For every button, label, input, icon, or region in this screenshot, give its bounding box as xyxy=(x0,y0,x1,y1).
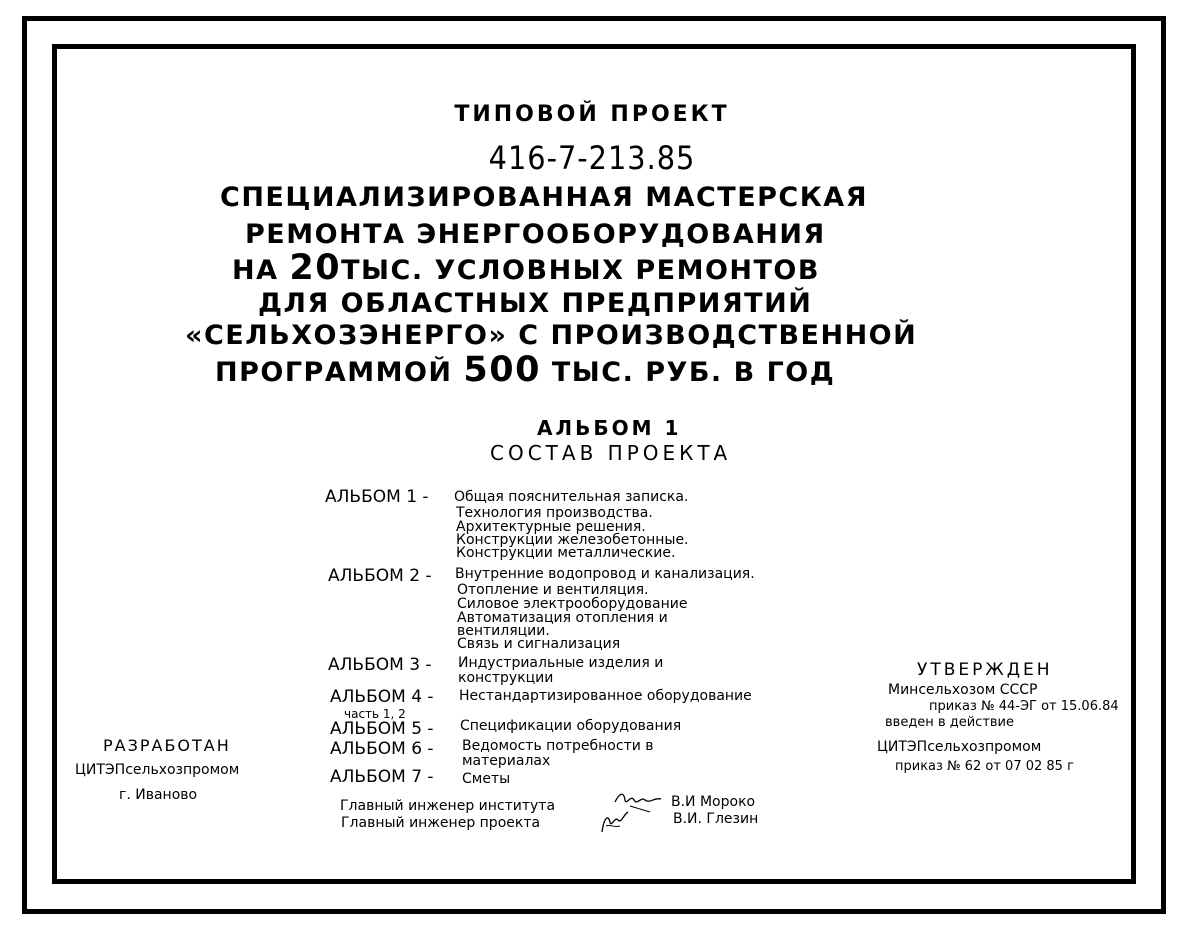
title-line-6-pre: ПРОГРАММОЙ xyxy=(215,357,464,388)
album-3-label: АЛЬБОМ 3 - xyxy=(328,655,432,675)
title-line-6-num: 500 xyxy=(463,350,541,390)
signature-name-2: В.И. Глезин xyxy=(673,811,759,827)
developer-label: РАЗРАБОТАН xyxy=(103,736,231,755)
approval-order-1: приказ № 44-ЭГ от 15.06.84 xyxy=(929,699,1119,714)
title-line-5: «СЕЛЬХОЗЭНЕРГО» С ПРОИЗВОДСТВЕННОЙ xyxy=(185,320,918,351)
approval-enacted: введен в действие xyxy=(885,715,1014,730)
album-7-label: АЛЬБОМ 7 - xyxy=(330,767,434,787)
album-4-item-1: Нестандартизированное оборудование xyxy=(459,688,752,704)
album-4-label: АЛЬБОМ 4 - xyxy=(330,687,434,707)
album-1-item-1: Общая пояснительная записка. xyxy=(454,489,689,505)
album-6-item-1: Ведомость потребности в xyxy=(462,738,654,754)
document-type: ТИПОВОЙ ПРОЕКТ xyxy=(454,102,730,127)
developer-city: г. Иваново xyxy=(119,787,198,803)
album-4-part: часть 1, 2 xyxy=(344,707,406,721)
album-7-item-1: Сметы xyxy=(462,771,511,787)
title-line-3-num: 20 xyxy=(289,248,342,288)
developer-org: ЦИТЭПсельхозпромом xyxy=(75,762,240,778)
album-1-item-4: Конструкции железобетонные. xyxy=(456,532,689,548)
project-number: 416-7-213.85 xyxy=(488,139,696,177)
title-line-1: СПЕЦИАЛИЗИРОВАННАЯ МАСТЕРСКАЯ xyxy=(220,182,868,213)
album-3-item-2: конструкции xyxy=(458,670,554,686)
title-line-3-pre: НА xyxy=(232,255,290,286)
signature-mark-2 xyxy=(598,808,632,836)
album-6-item-2: материалах xyxy=(462,753,551,769)
contents-heading: СОСТАВ ПРОЕКТА xyxy=(490,441,732,465)
album-2-item-1: Внутренние водопровод и канализация. xyxy=(455,566,755,582)
album-5-label: АЛЬБОМ 5 - xyxy=(330,719,434,739)
signature-role-1: Главный инженер института xyxy=(340,798,556,814)
approval-order-2: приказ № 62 от 07 02 85 г xyxy=(895,759,1074,774)
album-1-label: АЛЬБОМ 1 - xyxy=(325,487,429,507)
title-line-4: ДЛЯ ОБЛАСТНЫХ ПРЕДПРИЯТИЙ xyxy=(258,288,813,319)
signature-role-2: Главный инженер проекта xyxy=(341,815,541,831)
album-1-item-2: Технология производства. xyxy=(456,505,653,521)
album-6-label: АЛЬБОМ 6 - xyxy=(330,739,434,759)
title-line-2: РЕМОНТА ЭНЕРГООБОРУДОВАНИЯ xyxy=(245,219,826,250)
title-line-6 xyxy=(215,350,836,390)
signature-name-1: В.И Мороко xyxy=(671,794,756,810)
approval-org: ЦИТЭПсельхозпромом xyxy=(877,739,1042,755)
album-heading: АЛЬБОМ 1 xyxy=(537,416,682,440)
album-3-item-1: Индустриальные изделия и xyxy=(458,655,664,671)
album-2-item-5: вентиляции. xyxy=(457,623,550,639)
approval-by: Минсельхозом СССР xyxy=(888,682,1038,698)
album-2-item-2: Отопление и вентиляция. xyxy=(457,582,649,598)
album-2-item-3: Силовое электрооборудование xyxy=(457,596,688,612)
album-2-item-6: Связь и сигнализация xyxy=(457,636,621,652)
title-line-3 xyxy=(232,248,820,288)
album-2-label: АЛЬБОМ 2 - xyxy=(328,566,432,586)
title-line-6-post: ТЫС. РУБ. В ГОД xyxy=(540,357,836,388)
album-1-item-3: Архитектурные решения. xyxy=(456,519,646,535)
album-5-item-1: Спецификации оборудования xyxy=(460,718,682,734)
album-1-item-5: Конструкции металлические. xyxy=(456,545,676,561)
approval-label: УТВЕРЖДЕН xyxy=(917,660,1053,680)
album-2-item-4: Автоматизация отопления и xyxy=(457,610,668,626)
title-line-3-post: ТЫС. УСЛОВНЫХ РЕМОНТОВ xyxy=(341,255,820,286)
